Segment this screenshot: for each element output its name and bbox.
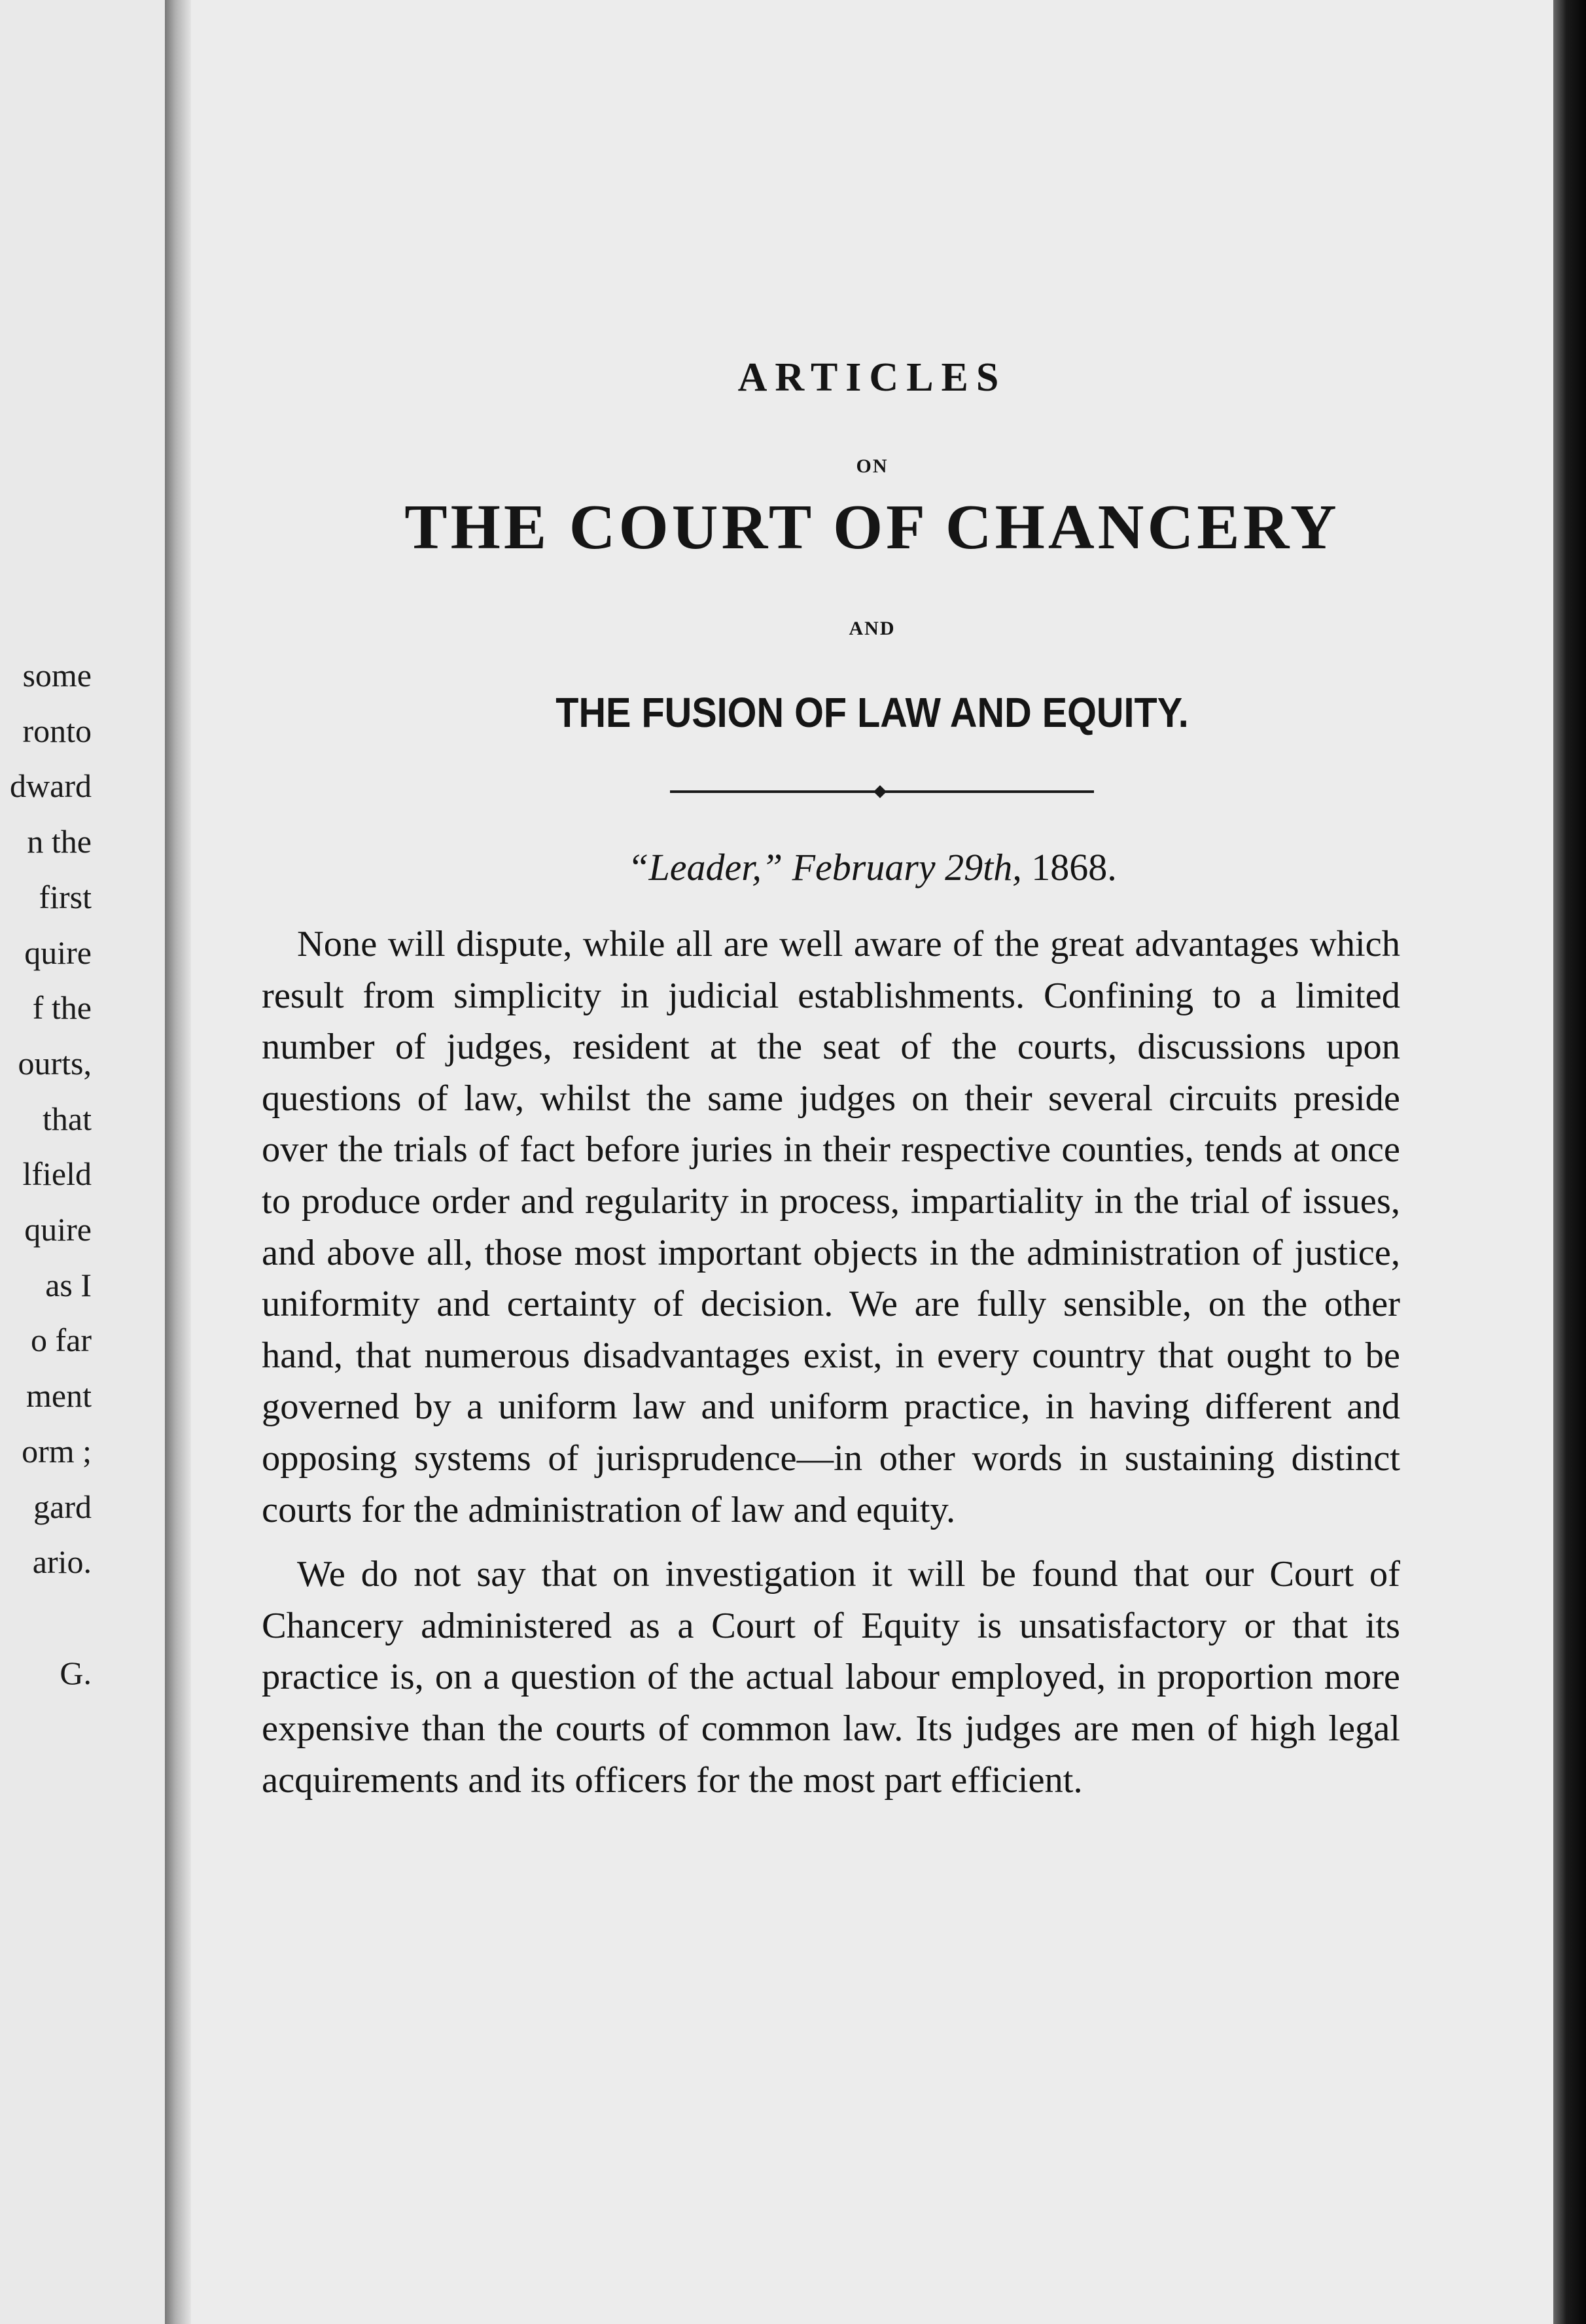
facing-page-line: quire — [24, 934, 92, 971]
facing-page — [0, 0, 165, 2324]
facing-page-text — [0, 648, 92, 1700]
facing-page-line: lfield — [22, 1155, 92, 1193]
facing-page-line: ronto — [22, 712, 92, 749]
facing-page-line: n the — [27, 823, 92, 860]
and-label: AND — [849, 618, 896, 639]
facing-page-line: quire — [24, 1211, 92, 1248]
facing-page-line: that — [43, 1100, 92, 1137]
on-label: ON — [856, 455, 889, 477]
facing-page-line: some — [22, 657, 92, 694]
facing-page-line: ario. — [32, 1543, 92, 1581]
divider-ornament-icon — [873, 785, 887, 798]
facing-page-line: dward — [10, 767, 92, 805]
book-gutter — [165, 0, 191, 2324]
dateline — [191, 845, 1553, 889]
facing-page-line: f the — [32, 989, 92, 1027]
main-page — [191, 0, 1553, 2324]
facing-page-line: o far — [31, 1322, 92, 1359]
facing-page-line: first — [39, 878, 92, 915]
facing-page-line: G. — [60, 1654, 92, 1691]
body-paragraph: We do not say that on investigation it will be found that our Court of Chancery administered as a Court of Equity is unsatisfactory or that its practice is, on a question of the actual labour employed, in proportion more expensive than the courts of common law. Its judges are men of high legal acquirements and its officers for the most part efficient. — [262, 1554, 1400, 1801]
page-subtitle: THE FUSION OF LAW AND EQUITY. — [555, 689, 1189, 736]
page-edge — [1553, 0, 1586, 2324]
page-title: THE COURT OF CHANCERY — [404, 492, 1340, 563]
article-body — [262, 919, 1400, 1806]
facing-page-line: gard — [33, 1488, 92, 1525]
facing-page-line — [0, 1590, 92, 1646]
body-paragraph: None will dispute, while all are well aware of the great advantages which result from simplicity in judicial establishments. Confining to a limited number of judges, resident at the seat of the courts, discussions upon questions of law, whilst the same judges on their several circuits preside over the trials of fact before juries in their respective counties, tends at once to produce order and regularity in process, impartiality in the trial of issues, and above all, those most important objects in the administration of justice, uniformity and certainty of decision. We are fully sensible, on the other hand, that numerous disadvantages exist, in every country that ought to be governed by a uniform law and uniform practice, in having different and opposing systems of jurisprudence—in other words in sustaining distinct courts for the administration of law and equity. — [262, 924, 1400, 1530]
facing-page-line: ment — [26, 1377, 92, 1415]
dateline-source: “Leader,” February 29th, — [627, 846, 1022, 889]
facing-page-line: orm ; — [22, 1432, 92, 1470]
facing-page-line: ourts, — [18, 1044, 92, 1082]
facing-page-line: as I — [45, 1266, 92, 1303]
dateline-year: 1868. — [1031, 846, 1117, 889]
articles-heading: ARTICLES — [737, 355, 1007, 400]
